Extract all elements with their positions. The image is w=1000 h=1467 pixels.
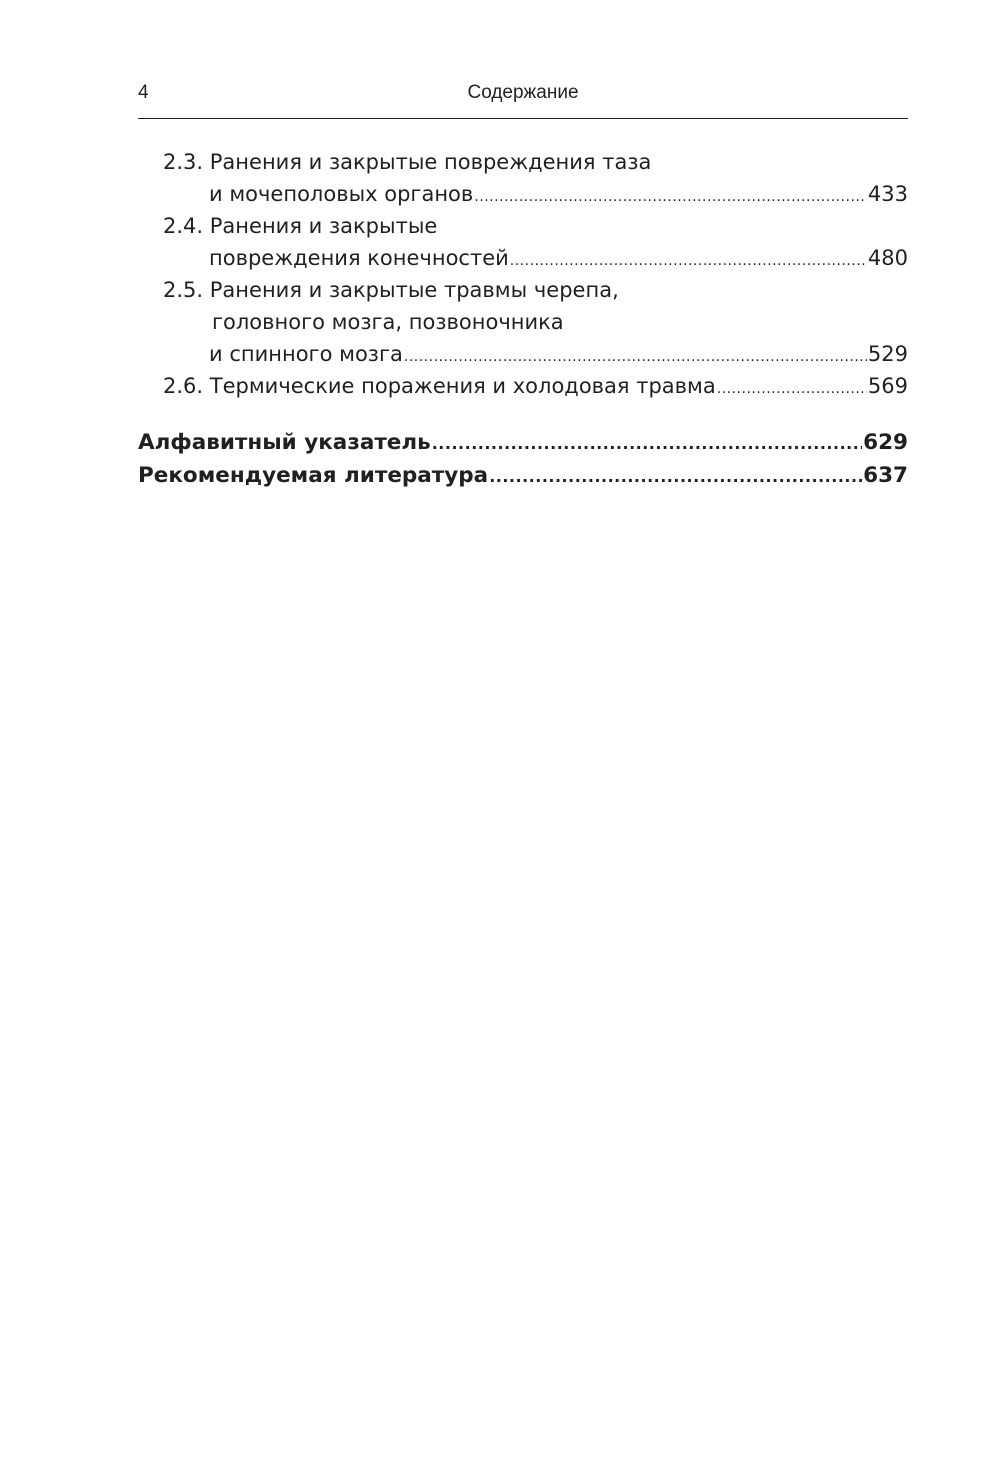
page-header xyxy=(138,80,908,110)
toc-entry-2-4-line1[interactable] xyxy=(138,210,908,242)
toc-entry-title: Рекомендуемая литература xyxy=(138,463,489,488)
toc-entry-2-4-line2[interactable] xyxy=(138,242,908,274)
dot-leader xyxy=(510,245,867,277)
toc-page-number: 629 xyxy=(863,430,908,455)
dot-leader xyxy=(404,341,867,373)
toc-entry-2-3-line1[interactable] xyxy=(138,146,908,178)
table-of-contents xyxy=(138,146,908,492)
toc-entry-2-5-line1[interactable] xyxy=(138,274,908,306)
toc-entry-2-3-line2[interactable] xyxy=(138,178,908,210)
toc-entry-title: Алфавитный указатель xyxy=(138,430,431,455)
page-number: 4 xyxy=(138,82,149,103)
toc-entry-2-5-line3[interactable] xyxy=(138,338,908,370)
back-matter-block xyxy=(138,426,908,492)
toc-entry-title: Ранения и закрытые xyxy=(209,214,438,238)
toc-page-number: 529 xyxy=(867,342,908,366)
toc-page-number: 433 xyxy=(867,182,908,206)
toc-entry-number: 2.4. xyxy=(163,214,204,238)
toc-entry-title: повреждения конечностей xyxy=(209,246,509,270)
running-title: Содержание xyxy=(467,82,579,103)
toc-entry-number: 2.3. xyxy=(163,150,204,174)
toc-entry-title: Ранения и закрытые травмы черепа, xyxy=(209,278,619,302)
toc-entry-2-5-line2[interactable] xyxy=(138,306,908,338)
toc-page-number: 480 xyxy=(867,246,908,270)
dot-leader xyxy=(489,460,862,493)
toc-entry-title: и спинного мозга xyxy=(209,342,403,366)
toc-entry-title: головного мозга, позвоночника xyxy=(212,310,564,334)
toc-entry-index[interactable] xyxy=(138,426,908,459)
toc-entry-title: Ранения и закрытые повреждения таза xyxy=(209,150,652,174)
header-rule xyxy=(138,118,908,119)
dot-leader xyxy=(474,181,867,213)
toc-entry-2-6[interactable] xyxy=(138,370,908,402)
dot-leader xyxy=(717,373,867,405)
toc-entry-title: и мочеполовых органов xyxy=(209,182,474,206)
dot-leader xyxy=(432,427,862,460)
toc-entry-number: 2.6. xyxy=(163,374,204,398)
toc-entry-number: 2.5. xyxy=(163,278,204,302)
toc-page-number: 637 xyxy=(863,463,908,488)
toc-entry-references[interactable] xyxy=(138,459,908,492)
toc-entry-title: Термические поражения и холодовая травма xyxy=(209,374,716,398)
toc-page-number: 569 xyxy=(867,374,908,398)
